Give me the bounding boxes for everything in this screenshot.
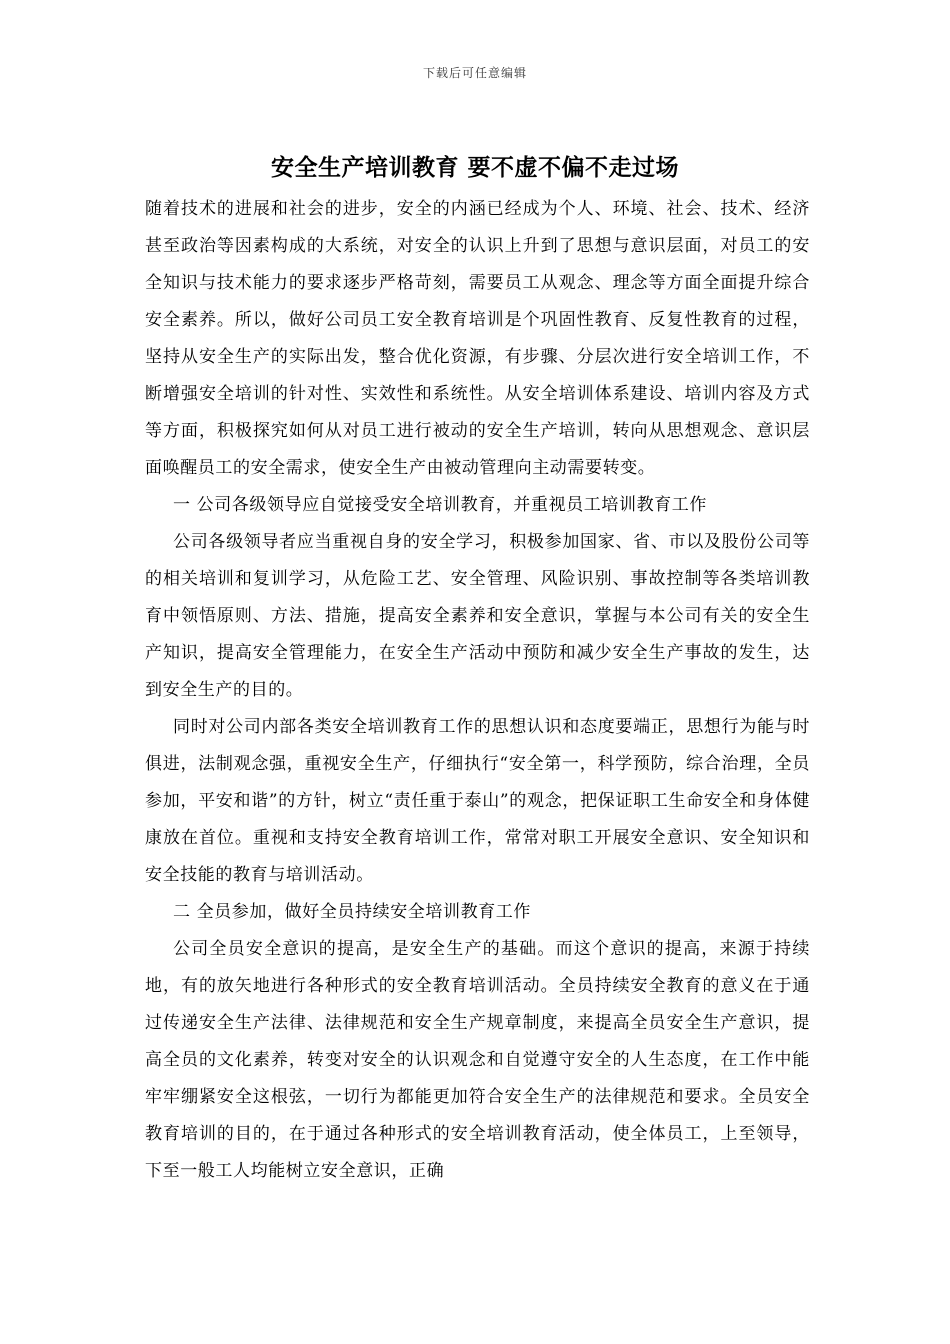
- intro-paragraph: 随着技术的进展和社会的进步，安全的内涵已经成为个人、环境、社会、技术、经济甚至政治等因素构成的大系统，对安全的认识上升到了思想与意识层面，对员工的安全知识与技术能力的要求逐步严格苛刻，需要员工从观念、理念等方面全面提升综合安全素养。所以，做好公司员工安全教育培训是个巩固性教育、反复性教育的过程，坚持从安全生产的实际出发，整合优化资源，有步骤、分层次进行安全培训工作，不断增强安全培训的针对性、实效性和系统性。从安全培训体系建设、培训内容及方式等方面，积极探究如何从对员工进行被动的安全生产培训，转向从思想观念、意识层面唤醒员工的安全需求，使安全生产由被动管理向主动需要转变。: [145, 199, 810, 478]
- section-1-heading: 一 公司各级领导应自觉接受安全培训教育，并重视员工培训教育工作: [173, 495, 708, 515]
- section-2-heading: 二 全员参加，做好全员持续安全培训教育工作: [173, 902, 532, 922]
- section-1-paragraph-1: 公司各级领导者应当重视自身的安全学习，积极参加国家、省、市以及股份公司等的相关培训和复训学习，从危险工艺、安全管理、风险识别、事故控制等各类培训教育中领悟原则、方法、措施，提高安全素养和安全意识，掌握与本公司有关的安全生产知识，提高安全管理能力，在安全生产活动中预防和减少安全生产事故的发生，达到安全生产的目的。: [145, 532, 810, 700]
- document-body: [145, 191, 810, 1190]
- document-title: 安全生产培训教育 要不虚不偏不走过场: [270, 155, 679, 181]
- page-header-note: 下载后可任意编辑: [422, 66, 527, 80]
- section-2-paragraph-1: 公司全员安全意识的提高，是安全生产的基础。而这个意识的提高，来源于持续地，有的放矢地进行各种形式的安全教育培训活动。全员持续安全教育的意义在于通过传递安全生产法律、法律规范和安全生产规章制度，来提高全员安全生产意识，提高全员的文化素养，转变对安全的认识观念和自觉遵守安全的人生态度，在工作中能牢牢绷紧安全这根弦，一切行为都能更加符合安全生产的法律规范和要求。全员安全教育培训的目的，在于通过各种形式的安全培训教育活动，使全体员工，上至领导，下至一般工人均能树立安全意识，正确: [145, 939, 810, 1181]
- section-1-paragraph-2: 同时对公司内部各类安全培训教育工作的思想认识和态度要端正，思想行为能与时俱进，法制观念强，重视安全生产，仔细执行“安全第一，科学预防，综合治理，全员参加，平安和谐”的方针，树立“责任重于泰山”的观念，把保证职工生命安全和身体健康放在首位。重视和支持安全教育培训工作，常常对职工开展安全意识、安全知识和安全技能的教育与培训活动。: [145, 717, 810, 885]
